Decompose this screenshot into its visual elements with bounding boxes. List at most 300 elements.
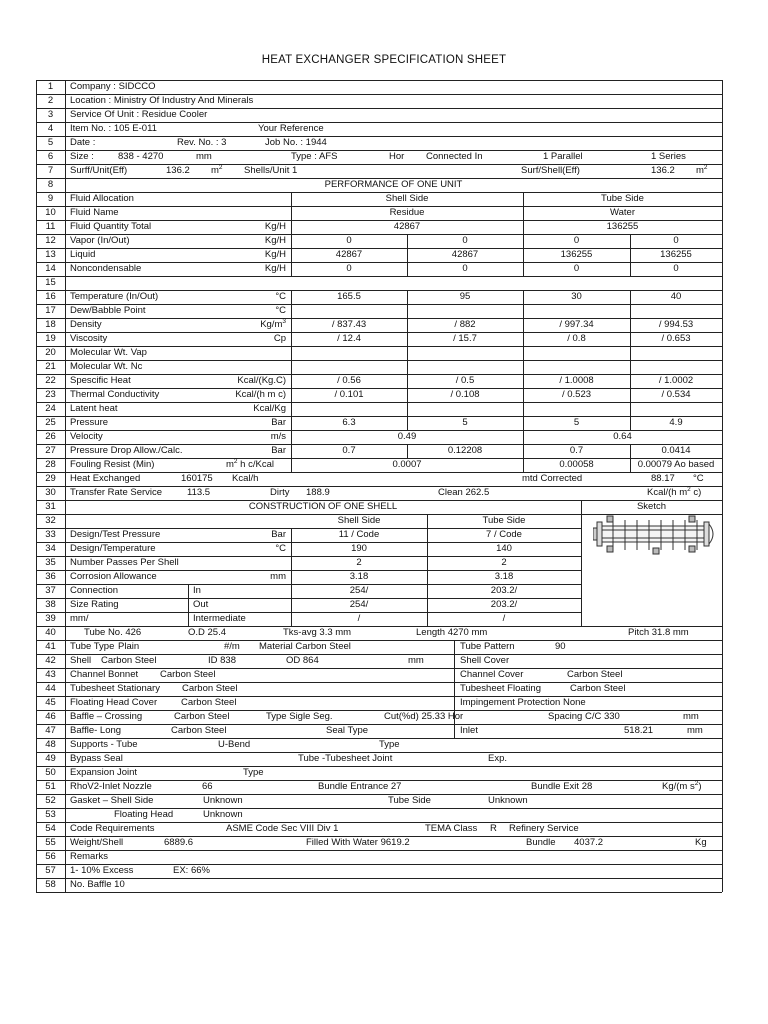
shell-mm: mm <box>408 655 424 666</box>
rate-unit-rest: c) <box>690 487 702 498</box>
unit: Kcal/(h m c) <box>235 389 286 400</box>
superscript: 2 <box>218 164 223 171</box>
material: Material Carbon Steel <box>259 641 351 652</box>
tube-val: 2 <box>501 557 507 568</box>
grid-line <box>581 584 582 598</box>
rhov2: RhoV2-Inlet Nozzle <box>70 781 152 792</box>
kg: Kg <box>695 837 707 848</box>
row-number: 38 <box>45 599 56 610</box>
tube-out: 0 <box>673 263 679 274</box>
tks: Tks-avg 3.3 mm <box>283 627 352 638</box>
row-number: 1 <box>47 81 54 92</box>
asme: ASME Code Sec VIII Div 1 <box>226 823 339 834</box>
row-number: 28 <box>45 459 56 470</box>
grid-line <box>36 276 722 277</box>
excess: 1- 10% Excess <box>70 865 134 876</box>
shell-out: / 0.108 <box>450 389 480 400</box>
row-number: 39 <box>45 613 56 624</box>
grid-line <box>630 360 631 374</box>
design-temp: Design/Temperature <box>70 543 156 554</box>
rhov2-unit-rest: ) <box>698 781 702 792</box>
noncondensable: Noncondensable <box>70 263 142 274</box>
row-number: 7 <box>47 165 54 176</box>
weight: Weight/Shell <box>70 837 124 848</box>
shell-in: 42867 <box>335 249 363 260</box>
baffle-cross: Baffle – Crossing <box>70 711 143 722</box>
shell-out: 0 <box>462 235 468 246</box>
grid-line <box>454 654 455 668</box>
refinery: Refinery Service <box>509 823 579 834</box>
fh-cover: Floating Head Cover <box>70 697 158 708</box>
unit: Cp <box>273 333 286 344</box>
grid-line <box>454 724 455 738</box>
grid-line <box>630 304 631 318</box>
row-number: 37 <box>45 585 56 596</box>
grid-line <box>523 346 524 360</box>
shell-mat: Carbon Steel <box>101 655 157 666</box>
dirty: Dirty <box>270 487 290 498</box>
od: O.D 25.4 <box>188 627 227 638</box>
inlet: Inlet <box>460 725 478 736</box>
shell-out: 5 <box>462 417 468 428</box>
expansion: Expansion Joint <box>70 767 138 778</box>
ts-stat-mat: Carbon Steel <box>182 683 238 694</box>
row-number: 32 <box>45 515 56 526</box>
row-number: 41 <box>45 641 56 652</box>
tube-out: 0 <box>673 235 679 246</box>
tube-pattern-val: 90 <box>555 641 566 652</box>
thermal-conductivity: Thermal Conductivity <box>70 389 160 400</box>
tube-fouling-1: 0.00058 <box>559 459 594 470</box>
grid-line <box>188 598 189 612</box>
shell-val: 3.18 <box>349 571 369 582</box>
mtd: mtd Corrected <box>522 473 583 484</box>
grid-line <box>188 584 189 598</box>
tube-out: / 994.53 <box>658 319 694 330</box>
tema: TEMA Class <box>425 823 478 834</box>
tube-side: Tube Side <box>601 193 644 204</box>
shell-in: / 0.56 <box>337 375 361 386</box>
channel-bonnet: Channel Bonnet <box>70 669 139 680</box>
grid-line <box>630 402 631 416</box>
row-number: 9 <box>47 193 54 204</box>
grid-line <box>581 556 582 570</box>
tt-joint: Tube -Tubesheet Joint <box>298 753 393 764</box>
type50: Type <box>243 767 264 778</box>
tube-val: 203.2/ <box>490 599 518 610</box>
viscosity: Viscosity <box>70 333 108 344</box>
row-number: 52 <box>45 795 56 806</box>
rev-no: Rev. No. : 3 <box>177 137 227 148</box>
conn-label: Size Rating <box>70 599 119 610</box>
row-number: 2 <box>47 95 54 106</box>
pressure: Pressure <box>70 417 109 428</box>
shell-val: 190 <box>351 543 367 554</box>
row-number: 31 <box>45 501 56 512</box>
surf-shell: Surf/Shell(Eff) <box>521 165 580 176</box>
tube-out: 40 <box>670 291 682 302</box>
shell-out: 0.12208 <box>447 445 483 456</box>
row-number: 42 <box>45 655 56 666</box>
surf-unit: Surff/Unit(Eff) <box>70 165 128 176</box>
u-bend: U-Bend <box>218 739 251 750</box>
unit: Kg/H <box>264 221 286 232</box>
row-number: 20 <box>45 347 56 358</box>
bundle-entrance: Bundle Entrance 27 <box>318 781 402 792</box>
gasket: Gasket – Shell Side <box>70 795 154 806</box>
tube-val: 7 / Code <box>486 529 522 540</box>
row-number: 56 <box>45 851 56 862</box>
superscript: 2 <box>694 780 699 787</box>
grid-line <box>581 612 582 626</box>
surf-shell-val: 136.2 <box>651 165 675 176</box>
baffle-long: Baffle- Long <box>70 725 122 736</box>
tube-in: / 1.0008 <box>559 375 594 386</box>
tube-val: 203.2/ <box>490 585 518 596</box>
baffle-type: Type Sigle Seg. <box>266 711 333 722</box>
fluid-allocation: Fluid Allocation <box>70 193 134 204</box>
seal-type: Seal Type <box>326 725 369 736</box>
floating-head: Floating Head <box>114 809 174 820</box>
shell-od: OD 864 <box>286 655 319 666</box>
shell-out: 42867 <box>451 249 479 260</box>
tube-in: 0.7 <box>569 445 584 456</box>
series: 1 Series <box>651 151 686 162</box>
design-pressure: Design/Test Pressure <box>70 529 161 540</box>
shell-in: / 837.43 <box>331 319 367 330</box>
spacing-unit: mm <box>683 711 699 722</box>
bundle-exit: Bundle Exit 28 <box>531 781 593 792</box>
row-number: 12 <box>45 235 56 246</box>
dew-point: Dew/Babble Point <box>70 305 146 316</box>
tube-out: 136255 <box>660 249 692 260</box>
superscript: 2 <box>233 458 238 465</box>
shell-out: / 15.7 <box>453 333 477 344</box>
liquid: Liquid <box>70 249 96 260</box>
unit: $Kg/m^3$ <box>260 318 286 330</box>
grid-line <box>188 612 189 626</box>
row-number: 45 <box>45 697 56 708</box>
shell-in: 0.7 <box>342 445 356 456</box>
conn-label: Connection <box>70 585 119 596</box>
conn-sub: In <box>193 585 201 596</box>
grid-line <box>581 598 582 612</box>
tube-qty: 136255 <box>606 221 639 232</box>
section-performance: PERFORMANCE OF ONE UNIT <box>324 179 463 190</box>
shell-fouling: 0.0007 <box>392 459 422 470</box>
size-unit: mm <box>196 151 212 162</box>
job-no: Job No. : 1944 <box>265 137 327 148</box>
rhov2-val: 66 <box>202 781 213 792</box>
tube-val: / <box>502 613 506 624</box>
transfer-rate: Transfer Rate Service <box>70 487 163 498</box>
grid-line <box>36 864 722 865</box>
inlet-unit: mm <box>687 725 703 736</box>
shell-in: 0 <box>346 235 352 246</box>
fh-val: Unknown <box>203 809 243 820</box>
cover-mat: Carbon Steel <box>567 669 623 680</box>
row-number: 33 <box>45 529 56 540</box>
tube-out: / 0.653 <box>661 333 691 344</box>
heat-exchanged: Heat Exchanged <box>70 473 141 484</box>
tube-in: / 0.8 <box>567 333 586 344</box>
row-number: 47 <box>45 725 56 736</box>
service-val: 113.5 <box>187 487 211 498</box>
grid-line <box>454 640 455 654</box>
mol-wt-vap: Molecular Wt. Vap <box>70 347 147 358</box>
row-number: 18 <box>45 319 56 330</box>
grid-line <box>454 682 455 696</box>
row-number: 53 <box>45 809 56 820</box>
date: Date : <box>70 137 96 148</box>
gasket-shell: Unknown <box>203 795 243 806</box>
spec-table <box>36 80 722 891</box>
unit: Bar <box>271 417 286 428</box>
tube-in: 30 <box>571 291 582 302</box>
row-number: 35 <box>45 557 56 568</box>
tube-side-header: Tube Side <box>482 515 526 526</box>
baffle-long-mat: Carbon Steel <box>171 725 227 736</box>
temperature: Temperature (In/Out) <box>70 291 159 302</box>
conn-sub: Out <box>193 599 209 610</box>
grid-line <box>581 542 582 556</box>
grid-line <box>36 164 722 165</box>
shell-fluid: Residue <box>389 207 425 218</box>
surf-unit-val: 136.2 <box>166 165 190 176</box>
channel-cover: Channel Cover <box>460 669 524 680</box>
row-number: 11 <box>45 221 56 232</box>
row-number: 55 <box>45 837 56 848</box>
unit: Bar <box>271 529 286 540</box>
tube-val: 140 <box>496 543 512 554</box>
supports: Supports - Tube <box>70 739 138 750</box>
shell-val: 254/ <box>349 585 369 596</box>
passes: Number Passes Per Shell <box>70 557 179 568</box>
bonnet-mat: Carbon Steel <box>160 669 216 680</box>
exp: Exp. <box>488 753 508 764</box>
shell-out: 95 <box>459 291 471 302</box>
shell-qty: 42867 <box>393 221 421 232</box>
mtd-unit: °C <box>693 473 704 484</box>
row-number: 27 <box>45 445 56 456</box>
row-number: 6 <box>47 151 54 162</box>
grid-line <box>36 878 722 879</box>
row-number: 15 <box>45 277 56 288</box>
grid-line <box>65 80 66 892</box>
grid-line <box>407 360 408 374</box>
pressure-drop: Pressure Drop Allow./Calc. <box>70 445 183 456</box>
length: Length 4270 mm <box>416 627 488 638</box>
shell-cover: Shell Cover <box>460 655 510 666</box>
ex: EX: 66% <box>173 865 210 876</box>
grid-line <box>291 360 292 374</box>
gasket-tube: Unknown <box>488 795 528 806</box>
surf-shell-m: $m^2$ <box>696 164 708 176</box>
tubesheet-float: Tubesheet Floating <box>460 683 541 694</box>
row-number: 4 <box>47 123 54 134</box>
tube-val: 3.18 <box>494 571 514 582</box>
location: Location : Ministry Of Industry And Minerals <box>70 95 254 106</box>
shell-val: / <box>357 613 361 624</box>
tube-velocity: 0.64 <box>613 431 632 442</box>
tube-type-val: Plain <box>118 641 140 652</box>
row-number: 40 <box>45 627 56 638</box>
grid-line <box>36 724 722 725</box>
row-number: 30 <box>45 487 56 498</box>
tube-in: / 997.34 <box>559 319 594 330</box>
shell-in: 6.3 <box>342 417 356 428</box>
row-number: 3 <box>47 109 54 120</box>
row-number: 58 <box>45 879 56 890</box>
grid-line <box>454 696 455 710</box>
row-number: 24 <box>45 403 56 414</box>
tube-out: / 1.0002 <box>658 375 694 386</box>
superscript: 2 <box>703 164 708 171</box>
grid-line <box>523 402 524 416</box>
shell-out: 0 <box>462 263 468 274</box>
tube-out: / 0.534 <box>661 389 691 400</box>
density: Density <box>70 319 102 330</box>
row-number: 54 <box>45 823 56 834</box>
row-number: 10 <box>45 207 56 218</box>
tube-type: Tube Type <box>70 641 115 652</box>
grid-line <box>36 402 722 403</box>
tubesheet-stat: Tubesheet Stationary <box>70 683 160 694</box>
shell-val: 11 / Code <box>338 529 380 540</box>
grid-line <box>581 570 582 584</box>
shell-velocity: 0.49 <box>397 431 417 442</box>
tema-class: R <box>490 823 497 834</box>
grid-line <box>523 360 524 374</box>
spacing: Spacing C/C 330 <box>548 711 620 722</box>
orientation: Hor <box>389 151 405 162</box>
code-req: Code Requirements <box>70 823 155 834</box>
per-m: #/m <box>224 641 240 652</box>
unit: Kg/H <box>264 235 286 246</box>
row-number: 50 <box>45 767 56 778</box>
row-number: 48 <box>45 739 56 750</box>
inlet-val: 518.21 <box>624 725 654 736</box>
latent-heat: Latent heat <box>70 403 118 414</box>
shell-out: / 882 <box>454 319 476 330</box>
no-baffle: No. Baffle 10 <box>70 879 125 890</box>
grid-line <box>291 304 292 318</box>
row-number: 51 <box>45 781 56 792</box>
grid-line <box>581 514 582 528</box>
tube-out: 4.9 <box>669 417 683 428</box>
unit: °C <box>275 543 286 554</box>
unit: Kcal/Kg <box>253 403 286 414</box>
fh-cover-mat: Carbon Steel <box>181 697 237 708</box>
velocity: Velocity <box>70 431 103 442</box>
row-number: 8 <box>47 179 54 190</box>
unit: Kg/H <box>264 249 286 260</box>
section-construction: CONSTRUCTION OF ONE SHELL <box>248 501 398 512</box>
size-label: Size : <box>70 151 94 162</box>
company: Company : SIDCCO <box>70 81 156 92</box>
row-number: 17 <box>45 305 56 316</box>
grid-line <box>407 304 408 318</box>
sketch-label: Sketch <box>636 501 667 512</box>
superscript: 3 <box>282 318 286 325</box>
tube-out: 0.0414 <box>661 445 691 456</box>
tube-in: 0 <box>573 235 580 246</box>
grid-line <box>36 136 722 137</box>
row-number: 43 <box>45 669 56 680</box>
row-number: 5 <box>47 137 54 148</box>
grid-line <box>581 528 582 542</box>
bundle: Bundle <box>526 837 556 848</box>
conn-sub: Intermediate <box>193 613 246 624</box>
heat-val: 160175 <box>181 473 213 484</box>
connected: Connected In <box>426 151 483 162</box>
unit: Kg/H <box>264 263 286 274</box>
conn-label: mm/ <box>70 613 89 624</box>
row-number: 16 <box>45 291 56 302</box>
shell-side: Shell Side <box>385 193 429 204</box>
clean: Clean 262.5 <box>438 487 490 498</box>
shell-out: / 0.5 <box>455 375 475 386</box>
your-reference: Your Reference <box>258 123 324 134</box>
grid-line <box>454 668 455 682</box>
type48: Type <box>379 739 400 750</box>
grid-line <box>36 766 722 767</box>
grid-line <box>523 304 524 318</box>
heat-exchanger-sketch-icon <box>593 514 717 556</box>
rhov2-unit: Kg/(m $s^2$) <box>662 780 702 792</box>
row-number: 25 <box>45 417 56 428</box>
impingement: Impingement Protection None <box>460 697 586 708</box>
pitch: Pitch 31.8 mm <box>628 627 689 638</box>
shell-in: 0 <box>346 263 352 274</box>
grid-line <box>630 346 631 360</box>
mtd-val: 88.17 <box>651 473 675 484</box>
shell-side-header: Shell Side <box>337 515 381 526</box>
grid-line <box>722 80 723 892</box>
tube-fouling-2: 0.00079 Ao based <box>637 459 715 470</box>
surf-unit-m: $m^2$ <box>211 164 223 176</box>
heat-unit: Kcal/h <box>232 473 259 484</box>
tube-in: / 0.523 <box>561 389 592 400</box>
shells-unit: Shells/Unit 1 <box>244 165 298 176</box>
row-number: 44 <box>45 683 56 694</box>
fouling-unit-rest: h c/Kcal <box>237 459 274 470</box>
dirty-val: 188.9 <box>306 487 330 498</box>
baffle-cut: Cut(%d) 25.33 Hor <box>384 711 464 722</box>
row-number: 21 <box>45 361 56 372</box>
unit: °C <box>275 291 286 302</box>
grid-line <box>36 850 722 851</box>
row-number: 26 <box>45 431 56 442</box>
vapor: Vapor (In/Out) <box>70 235 130 246</box>
row-number: 36 <box>45 571 56 582</box>
size-value: 838 - 4270 <box>118 151 164 162</box>
shell-in: 165.5 <box>337 291 361 302</box>
grid-line <box>291 346 292 360</box>
row-number: 57 <box>45 865 56 876</box>
unit: Bar <box>271 445 286 456</box>
tube-fluid: Water <box>610 207 635 218</box>
bypass: Bypass Seal <box>70 753 123 764</box>
fluid-qty: Fluid Quantity Total <box>70 221 152 232</box>
baffle-cross-mat: Carbon Steel <box>174 711 230 722</box>
item-no: Item No. : 105 E-011 <box>70 123 157 134</box>
row-number: 22 <box>45 375 56 386</box>
tube-in: 5 <box>573 417 580 428</box>
row-number: 49 <box>45 753 56 764</box>
row-number: 13 <box>45 249 56 260</box>
fluid-name: Fluid Name <box>70 207 119 218</box>
